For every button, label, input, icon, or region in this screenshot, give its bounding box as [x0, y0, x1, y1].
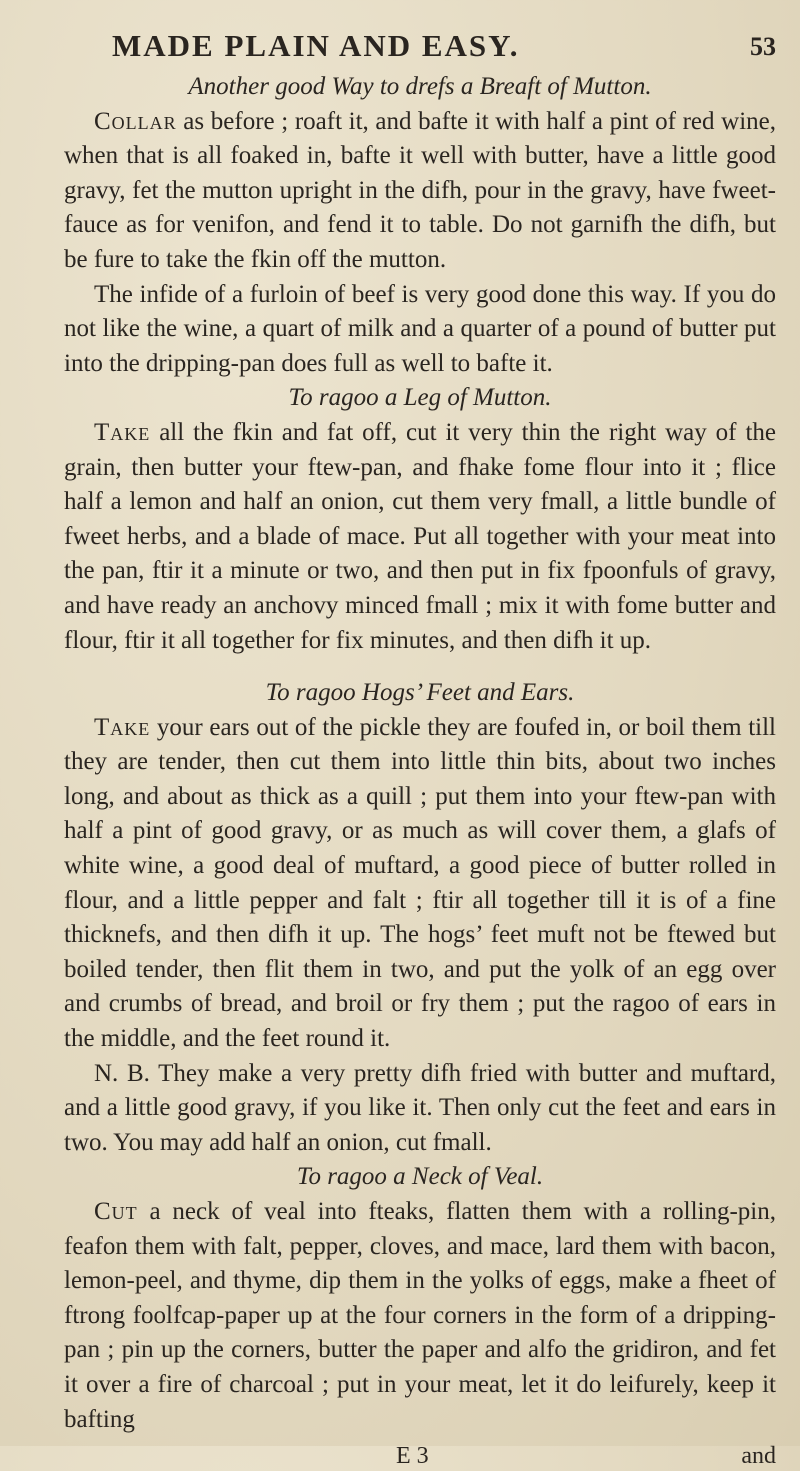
page-header	[64, 28, 776, 70]
paragraph-body: your ears out of the pickle they are foufed in, or boil them till they are tender, then cut them into little thin bits, about two inches long, and about as thick as a quill ; put them into your ftew-pan with half a pint of good gravy, or as much as will cover them, a glafs of white wine, a good deal of muftard, a good piece of butter rolled in flour, and a little pepper and falt ; ftir all together till it is of a fine thicknefs, and then difh it up. The hogs’ feet muft not be ftewed but boiled tender, then flit them in two, and put the yolk of an egg over and crumbs of bread, and broil or fry them ; put the ragoo of ears in the middle, and the feet round it.	[64, 713, 776, 1053]
paragraph-body: all the fkin and fat off, cut it very thin the right way of the grain, then butter your ftew-pan, and fhake fome flour into it ; flice half a lemon and half an onion, cut them very fmall, a little bundle of fweet herbs, and a blade of mace. Put all together with your meat into the pan, ftir it a minute or two, and then put in fix fpoonfuls of gravy, and have ready an anchovy minced fmall ; mix it with fome butter and flour, ftir it all together for fix minutes, and then difh it up.	[64, 418, 776, 654]
signature-mark: E 3	[396, 1443, 429, 1470]
paragraph	[64, 1195, 776, 1437]
lead-word: Take	[94, 713, 151, 741]
page-number: 53	[750, 32, 776, 61]
paragraph-body: as before ; roaft it, and bafte it with half a pint of red wine, when that is all foaked in, bafte it well with butter, have a little good gravy, fet the mutton upright in the difh, pour in the gravy, have fweet-fauce as for venifon, and fend it to table. Do not garnifh the difh, but be fure to take the fkin off the mutton.	[64, 107, 776, 273]
lead-word: Collar	[94, 107, 177, 135]
book-page	[64, 28, 776, 1471]
paragraph-body: a neck of veal into fteaks, flatten them with a rolling-pin, feafon them with falt, pepper, cloves, and mace, lard them with bacon, lemon-peel, and thyme, dip them in the yolks of eggs, make a fheet of ftrong foolfcap-paper up at the four corners in the form of a dripping-pan ; pin up the corners, butter the paper and alfo the gridiron, and fet it over a fire of charcoal ; put in your meat, let it do leifurely, keep it bafting	[64, 1198, 776, 1433]
section-title-mutton-breast: Another good Way to drefs a Breaft of Mutton.	[188, 73, 652, 100]
lead-word: Cut	[94, 1198, 138, 1225]
catchword: and	[741, 1443, 776, 1470]
running-head: MADE PLAIN AND EASY.	[112, 28, 520, 63]
section-title-neck-veal: To ragoo a Neck of Veal.	[296, 1163, 544, 1191]
paragraph: The infide of a furloin of beef is very good done this way. If you do not like the wine, a quart of milk and a quarter of a pound of butter put into the dripping-pan does full as well to bafte it.	[64, 280, 776, 377]
paragraph	[64, 711, 776, 1057]
section-title-hogs-feet: To ragoo Hogs’ Feet and Ears.	[265, 679, 575, 707]
lead-word: Take	[94, 418, 151, 446]
paragraph	[64, 416, 776, 658]
section-title-leg-mutton: To ragoo a Leg of Mutton.	[288, 384, 552, 412]
nota-bene: N. B. They make a very pretty difh fried with butter and muftard, and a little good gravy, if you like it. Then only cut the feet and ears in two. You may add half an onion, cut fmall.	[64, 1059, 776, 1156]
paragraph	[64, 105, 776, 278]
